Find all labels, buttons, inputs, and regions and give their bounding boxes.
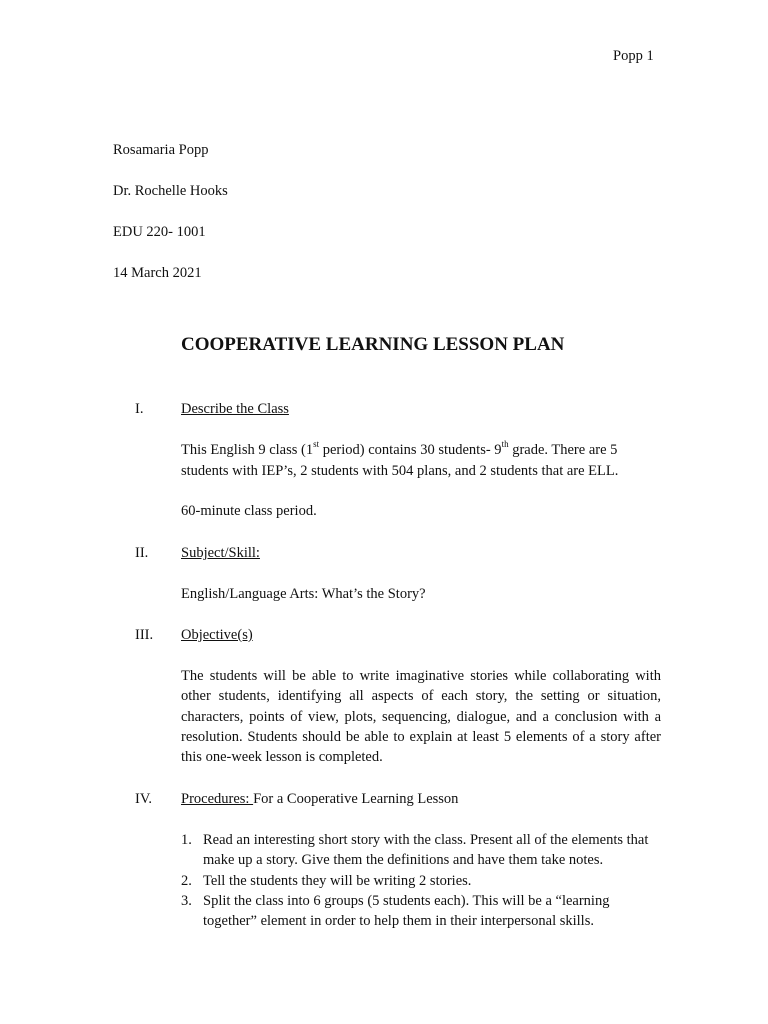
list-item-number: 3. bbox=[181, 892, 192, 909]
section-3-heading: Objective(s) bbox=[181, 627, 253, 643]
list-item bbox=[181, 871, 661, 891]
subject-skill-text: English/Language Arts: What’s the Story? bbox=[181, 586, 426, 602]
section-4-numeral: IV. bbox=[135, 791, 153, 807]
section-1-heading: Describe the Class bbox=[181, 401, 289, 417]
running-head: Popp 1 bbox=[613, 48, 654, 64]
list-item-text: Tell the students they will be writing 2 stories. bbox=[203, 872, 472, 889]
list-item-text: Split the class into 6 groups (5 students each). This will be a “learning together” element in order to help them in their interpersonal skills. bbox=[203, 892, 610, 930]
section-4-heading-rest: For a Cooperative Learning Lesson bbox=[253, 791, 459, 807]
list-item-number: 2. bbox=[181, 872, 192, 889]
list-item bbox=[181, 891, 661, 932]
section-2-heading: Subject/Skill: bbox=[181, 545, 260, 561]
list-item-number: 1. bbox=[181, 832, 192, 848]
class-description-text-c: grade. There are 5 bbox=[508, 442, 618, 458]
list-item bbox=[181, 830, 661, 871]
list-item-text: Read an interesting short story with the class. Present all of the elements that make up a story. Give them the definitions and have them take notes. bbox=[203, 832, 649, 869]
class-description-line-1 bbox=[181, 440, 617, 460]
author-name: Rosamaria Popp bbox=[113, 142, 209, 158]
section-3-numeral: III. bbox=[135, 627, 154, 643]
section-4-heading bbox=[181, 789, 458, 809]
ordinal-suffix-th: th bbox=[501, 439, 509, 450]
document-title: COOPERATIVE LEARNING LESSON PLAN bbox=[181, 334, 565, 355]
class-description-line-2: students with IEP’s, 2 students with 504 plans, and 2 students that are ELL. bbox=[181, 463, 619, 479]
class-description-text-a: This English 9 class (1 bbox=[181, 442, 314, 458]
class-description-text-b: period) contains 30 students- 9 bbox=[319, 442, 502, 458]
document-date: 14 March 2021 bbox=[113, 265, 202, 281]
section-4-heading-underlined: Procedures: bbox=[181, 791, 254, 807]
procedures-list bbox=[181, 830, 661, 931]
instructor-name: Dr. Rochelle Hooks bbox=[113, 183, 228, 199]
course-code: EDU 220- 1001 bbox=[113, 224, 206, 240]
class-period-length: 60-minute class period. bbox=[181, 503, 317, 519]
ordinal-suffix-st: st bbox=[313, 439, 320, 450]
section-2-numeral: II. bbox=[135, 545, 149, 561]
objectives-paragraph: The students will be able to write imaginative stories while collaborating with other students, identifying all aspects of each story, the setting or situation, characters, points of view, plots, sequencing, dialogue, and a conclusion with a resolution. Students should be able to explain at least 5 elements of a story after this one-week lesson is completed. bbox=[181, 668, 661, 766]
section-1-numeral: I. bbox=[135, 401, 144, 417]
